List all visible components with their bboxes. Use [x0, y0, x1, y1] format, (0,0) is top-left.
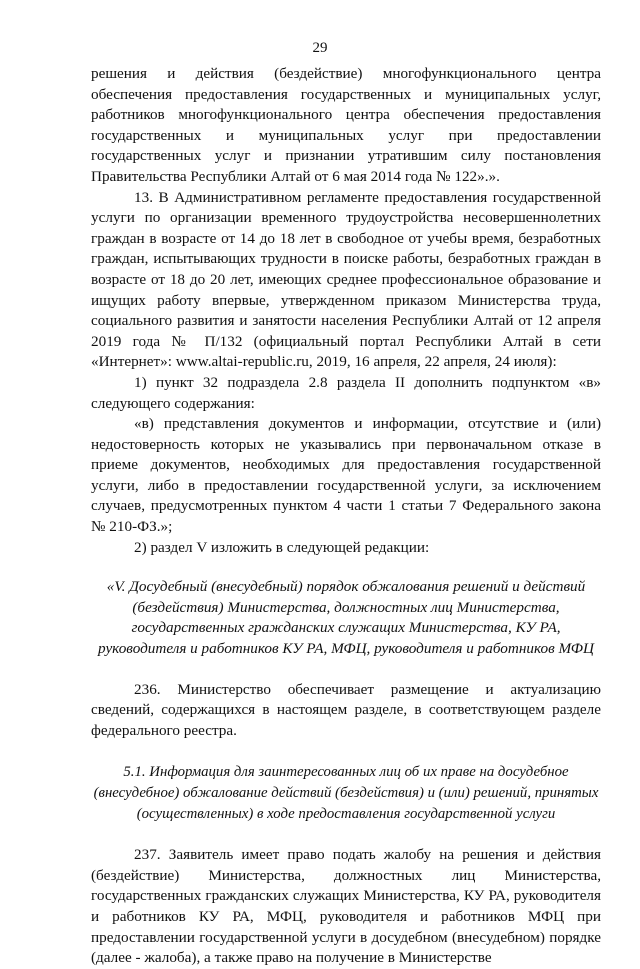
- paragraph-item-13: 13. В Административном регламенте предоставления государственной услуги по организации временного трудоустройства несовершеннолетних граждан в возрасте от 14 до 18 лет в свободное от учебы время, безработных граждан, испытывающих трудности в поиске работы, безработных граждан в возрасте от 18 до 20 лет, имеющих среднее профессиональное образование и ищущих работу впервые, утвержденном приказом Министерства труда, социального развития и занятости населения Республики Алтай от 12 апреля 2019 года № П/132 (официальный портал Республики Алтай в сети «Интернет»: www.altai-republic.ru, 2019, 16 апреля, 22 апреля, 24 июля):: [91, 188, 601, 371]
- paragraph-237: 237. Заявитель имеет право подать жалобу на решения и действия (бездействие) Министерства, должностных лиц Министерства, государственных гражданских служащих Министерства, КУ РА, руководителя и работников КУ РА, МФЦ, руководителя и работников МФЦ при предоставлении государственной услуги в досудебном (внесудебном) порядке (далее - жалоба), а также право на получение в Министерстве: [91, 846, 601, 967]
- subsection-5-1-heading: 5.1. Информация для заинтересованных лиц об их праве на досудебное (внесудебное) обжалование действий (бездействия) и (или) решений, принятых (осуществленных) в ходе предоставления государственной услуги: [93, 764, 599, 822]
- paragraph-continuation: решения и действия (бездействие) многофункционального центра обеспечения предоставления государственных и муниципальных услуг, работников многофункционального центра обеспечения предоставления государственных и муниципальных услуг при предоставлении государственных услуг и признании утратившим силу постановления Правительства Республики Алтай от 6 мая 2014 года № 122».».: [91, 65, 601, 185]
- document-body: [91, 64, 601, 969]
- paragraph-subpoint-v: «в) представления документов и информации, отсутствие и (или) недостоверность которых не указывались при первоначальном отказе в приеме документов, необходимых для предоставления государственной услуги, либо в предоставлении государственной услуги, за исключением случаев, предусмотренных пунктом 4 части 1 статьи 7 Федерального закона № 210-ФЗ.»;: [91, 415, 601, 536]
- paragraph-236: 236. Министерство обеспечивает размещение и актуализацию сведений, содержащихся в настоящем разделе, в соответствующем разделе федерального реестра.: [91, 680, 601, 739]
- section-v-heading: «V. Досудебный (внесудебный) порядок обжалования решений и действий (бездействия) Министерства, должностных лиц Министерства, государственных гражданских служащих Министерства, КУ РА, руководителя и работников КУ РА, МФЦ, руководителя и работников МФЦ: [98, 578, 594, 658]
- page-number: 29: [312, 40, 328, 56]
- paragraph-subitem-2: 2) раздел V изложить в следующей редакции:: [134, 538, 430, 556]
- paragraph-subitem-1: 1) пункт 32 подраздела 2.8 раздела II дополнить подпунктом «в» следующего содержания:: [91, 373, 601, 412]
